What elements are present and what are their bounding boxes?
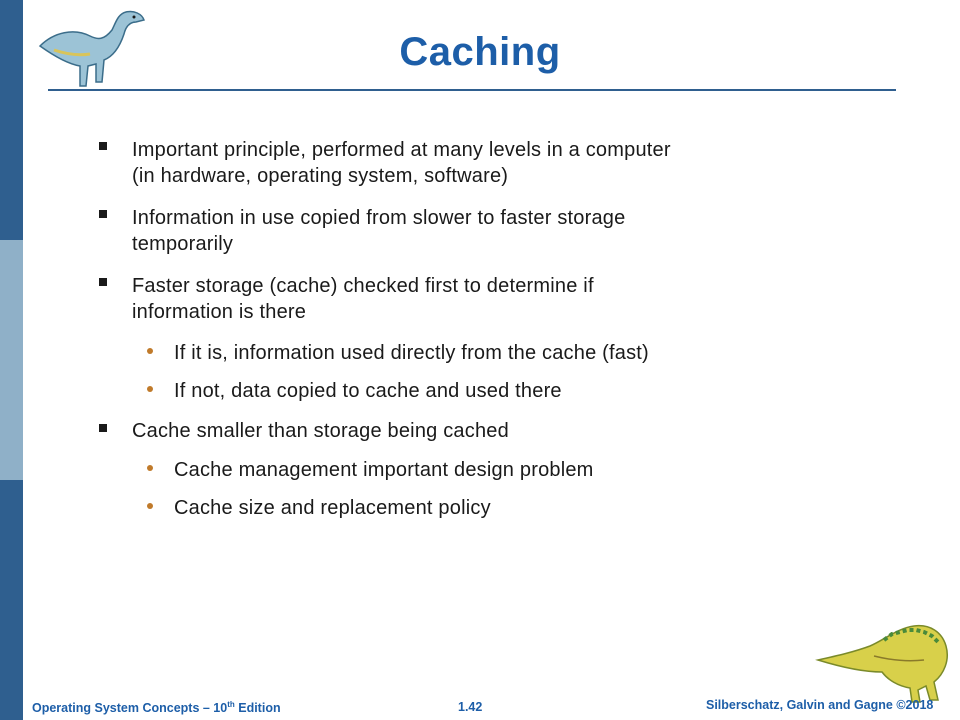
footer-page-number: 1.42 bbox=[458, 700, 483, 714]
bullet-item bbox=[132, 205, 625, 257]
bullet-line: If it is, information used directly from the cache (fast) bbox=[174, 342, 649, 364]
bullet-line: Cache size and replacement policy bbox=[174, 497, 491, 519]
dinosaur-bottom-icon bbox=[814, 616, 956, 704]
footer-book-sup: th bbox=[227, 700, 235, 709]
footer-copyright: Silberschatz, Galvin and Gagne ©2018 bbox=[706, 698, 934, 712]
sub-bullet-item bbox=[174, 457, 594, 483]
bullet-line: Information in use copied from slower to faster storage bbox=[132, 207, 626, 229]
footer-book-prefix: Operating System Concepts – 10 bbox=[32, 701, 228, 716]
bullet-line: (in hardware, operating system, software) bbox=[132, 165, 509, 187]
bullet-line: temporarily bbox=[132, 233, 234, 255]
square-bullet-icon bbox=[99, 210, 107, 218]
bullet-line: Faster storage (cache) checked first to determine if bbox=[132, 275, 594, 297]
bullet-item bbox=[132, 137, 671, 189]
bullet-line: If not, data copied to cache and used there bbox=[174, 380, 562, 402]
square-bullet-icon bbox=[99, 424, 107, 432]
bullet-line: Important principle, performed at many levels in a computer bbox=[132, 139, 671, 161]
bullet-item bbox=[132, 418, 509, 444]
bullet-item bbox=[132, 273, 594, 325]
round-bullet-icon bbox=[147, 348, 153, 354]
round-bullet-icon bbox=[147, 465, 153, 471]
sub-bullet-item bbox=[174, 378, 562, 404]
bullet-line: information is there bbox=[132, 301, 307, 323]
sub-bullet-item bbox=[174, 340, 649, 366]
footer-book-suffix: Edition bbox=[234, 701, 281, 716]
bullet-line: Cache smaller than storage being cached bbox=[132, 420, 509, 442]
slide-title: Caching bbox=[399, 30, 561, 74]
footer-book-title bbox=[32, 700, 281, 715]
round-bullet-icon bbox=[147, 503, 153, 509]
bullet-line: Cache management important design problem bbox=[174, 459, 594, 481]
sub-bullet-item bbox=[174, 495, 491, 521]
round-bullet-icon bbox=[147, 386, 153, 392]
square-bullet-icon bbox=[99, 278, 107, 286]
square-bullet-icon bbox=[99, 142, 107, 150]
